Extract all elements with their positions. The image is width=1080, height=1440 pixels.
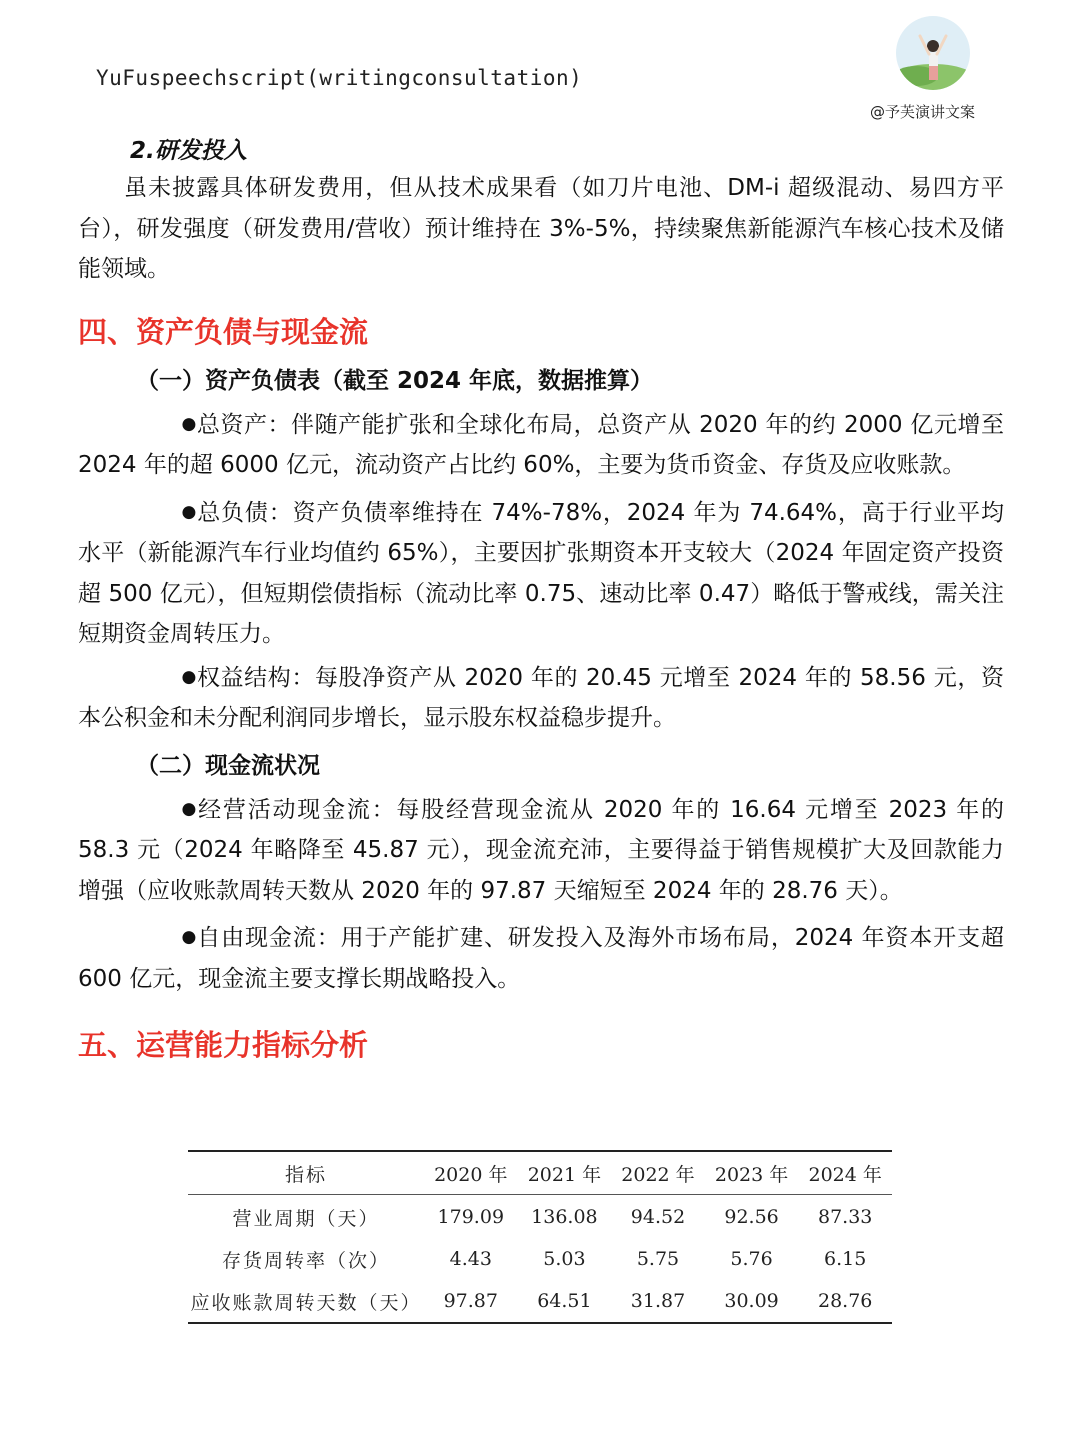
bullet-text: 总负债：资产负债率维持在 74%-78%，2024 年为 74.64%，高于行业平均水平（新能源汽车行业均值约 65%），主要因扩张期资本开支较大（2024 年固定资产投资超 500 亿元），但短期偿债指标（流动比率 0.75、速动比率 0.47）略低于警戒线，需关注短期资金周转压力。 (78, 499, 1004, 647)
author-handle: @予芙演讲文案 (870, 103, 976, 121)
table-cell: 4.43 (449, 1248, 492, 1270)
table-cell: 6.15 (824, 1248, 867, 1270)
bullet-text: 权益结构：每股净资产从 2020 年的 20.45 元增至 2024 年的 58.56 元，资本公积金和未分配利润同步增长，显示股东权益稳步提升。 (78, 664, 1004, 731)
bullet-dot-icon: ● (181, 927, 198, 947)
table-header-cell: 2024 年 (798, 1151, 892, 1195)
bullet-operating-cashflow (78, 789, 1004, 912)
table-cell: 31.87 (630, 1290, 686, 1312)
table-cell: 5.75 (636, 1248, 680, 1270)
table-header-cell: 2022 年 (611, 1151, 705, 1195)
bullet-dot-icon: ● (181, 501, 198, 522)
table-header-row (188, 1151, 892, 1195)
header-script-text: YuFuspeechscript(writingconsultation) (96, 66, 583, 90)
table-cell: 30.09 (724, 1290, 779, 1312)
table-cell: 应收账款周转天数（天） (190, 1291, 422, 1314)
table-cell: 87.33 (817, 1206, 873, 1228)
table-cell: 94.52 (630, 1206, 686, 1228)
bullet-text: 经营活动现金流：每股经营现金流从 2020 年的 16.64 元增至 2023 年的 58.3 元（2024 年略降至 45.87 元），现金流充沛，主要得益于销售规模扩大及回款能力增强（应收账款周转天数从 2020 年的 97.87 天缩短至 2024 年的 28.76 天）。 (78, 796, 1004, 904)
bullet-dot-icon: ● (181, 413, 197, 434)
table-cell: 存货周转率（次） (221, 1249, 390, 1272)
bullet-text: 总资产：伴随产能扩张和全球化布局，总资产从 2020 年的约 2000 亿元增至 2024 年的超 6000 亿元，流动资产占比约 60%，主要为货币资金、存货及应收账款。 (78, 411, 1005, 478)
section4-heading: 四、资产负债与现金流 (78, 314, 369, 349)
table-cell: 179.09 (437, 1206, 505, 1228)
table-cell: 28.76 (817, 1290, 873, 1312)
table-row (188, 1280, 892, 1323)
rd-paragraph: 虽未披露具体研发费用，但从技术成果看（如刀片电池、DM-i 超级混动、易四方平台），研发强度（研发费用/营收）预计维持在 3%-5%，持续聚焦新能源汽车核心技术及储能领域。 (78, 175, 1004, 282)
rd-subheading: 2.研发投入 (130, 138, 247, 164)
bullet-text: 自由现金流：用于产能扩建、研发投入及海外市场布局，2024 年资本开支超 600 亿元，现金流主要支撑长期战略投入。 (78, 925, 1004, 992)
table-row (188, 1195, 892, 1239)
bullet-dot-icon: ● (181, 666, 197, 687)
document-body (78, 128, 1004, 1075)
table-header-cell: 指标 (188, 1151, 424, 1195)
bullet-total-assets (78, 404, 1004, 486)
table-cell: 136.08 (531, 1206, 598, 1228)
table-row (188, 1238, 892, 1280)
table-cell: 92.56 (724, 1206, 779, 1228)
table-cell: 5.03 (543, 1248, 586, 1270)
table-cell: 营业周期（天） (232, 1207, 380, 1230)
table-cell: 97.87 (443, 1290, 498, 1312)
section4-sub2-heading: （二）现金流状况 (136, 752, 320, 779)
bullet-equity-structure (78, 657, 1004, 739)
table-header-cell: 2023 年 (705, 1151, 799, 1195)
bullet-free-cashflow (78, 917, 1004, 999)
bullet-dot-icon: ● (181, 798, 199, 819)
table-header-cell: 2021 年 (518, 1151, 612, 1195)
section5-heading: 五、运营能力指标分析 (78, 1028, 369, 1062)
bullet-total-liabilities (78, 492, 1004, 655)
table-cell: 64.51 (537, 1290, 592, 1312)
operations-table (188, 1150, 892, 1324)
avatar-illustration-icon (896, 16, 970, 90)
section4-sub1-heading: （一）资产负债表（截至 2024 年底，数据推算） (136, 367, 654, 394)
table-header-cell: 2020 年 (424, 1151, 518, 1195)
table-cell: 5.76 (730, 1248, 773, 1270)
